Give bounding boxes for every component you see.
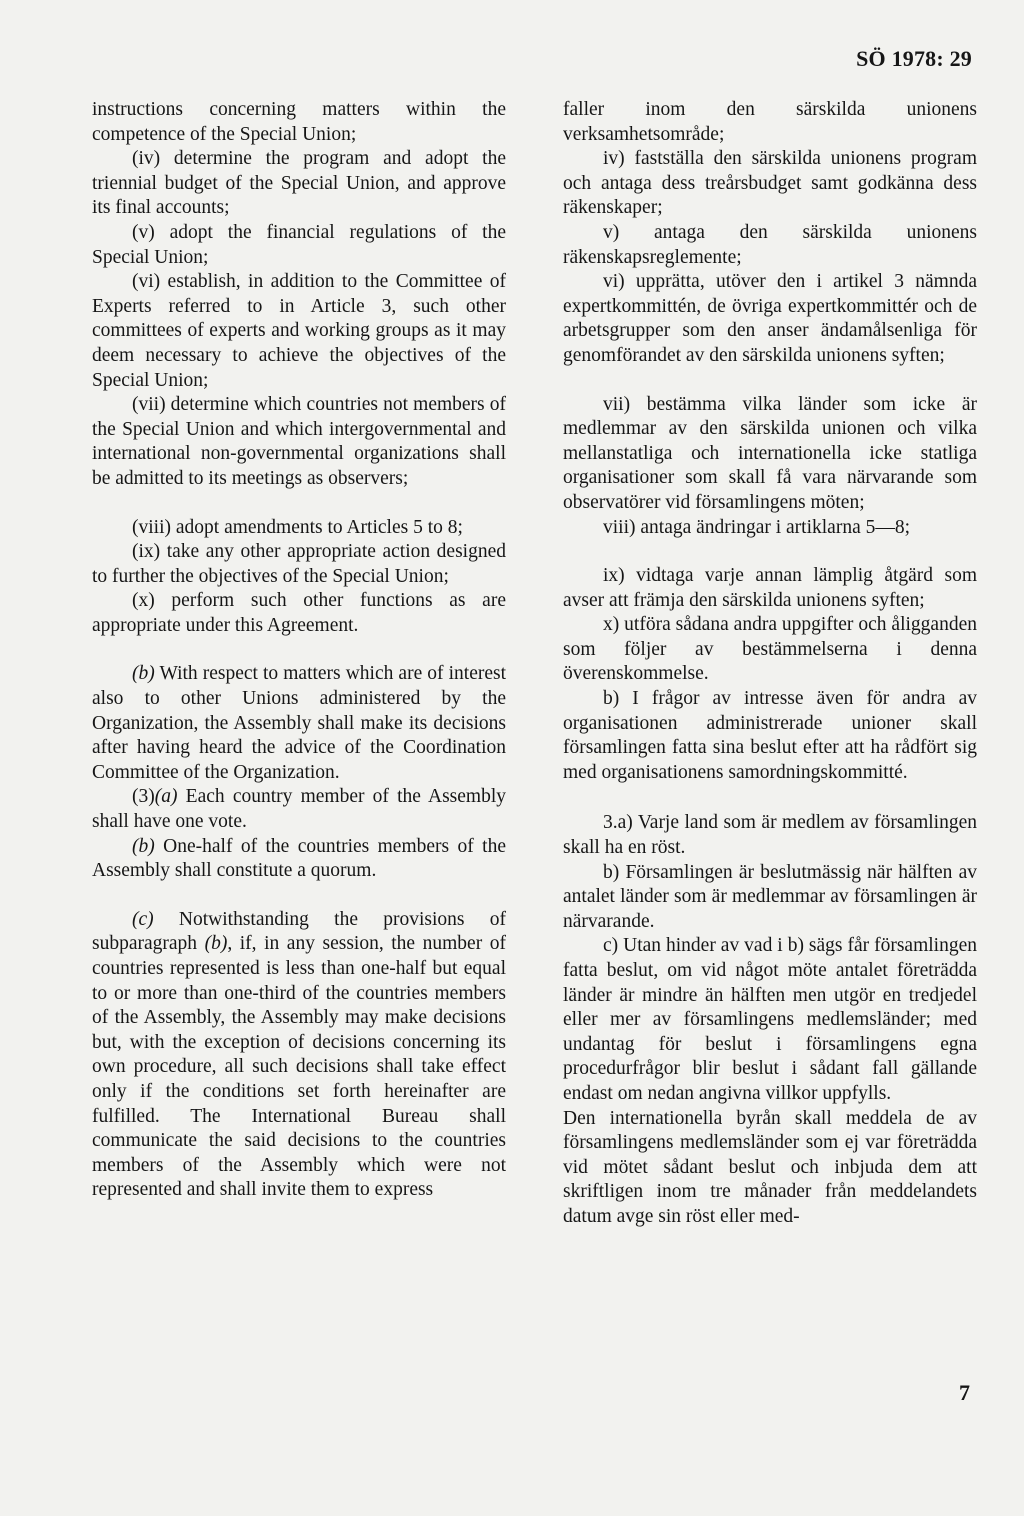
en-label-3b: (b) [132,835,155,857]
en-label-3c-b: (b) [204,933,228,955]
sv-paragraph-viii: viii) antaga ändringar i artiklarna 5—8; [603,516,911,538]
en-paragraph-x: (x) perform such other functions as are appropriate under this Agreement. [92,590,506,636]
sv-paragraph-v: v) antaga den särskilda unionens räkenskapsreglemente; [563,221,977,268]
sv-paragraph-3a: 3.a) Varje land som är medlem av församlingen skall ha en röst. [563,812,977,859]
sv-paragraph-3b: b) Församlingen är beslutmässig när hälften av antalet länder som är medlemmar av församlingen är närvarande. [563,861,977,932]
en-paragraph-ix: (ix) take any other appropriate action designed to further the objectives of the Special Union; [92,541,506,587]
sv-paragraph-vi: vi) upprätta, utöver den i artikel 3 nämnda expertkommittén, de övriga expertkommittér och de arbetsgrupper som den anser ändamålsenliga för genomförandet av den särskilda unionens syften; [563,271,977,366]
document-reference: SÖ 1978: 29 [856,46,972,71]
en-paragraph-1: instructions concerning matters within the competence of the Special Union; [92,99,506,145]
sv-paragraph-vii: vii) bestämma vilka länder som icke är medlemmar av den särskilda unionen och vilka mellanstatliga och internationella icke statliga organisationer som skall få vara närvarande som observatörer vid församlingens möten; [563,393,977,513]
en-label-3c: (c) [132,908,154,930]
en-paragraph-3a [92,785,506,834]
sv-paragraph-ix: ix) vidtaga varje annan lämplig åtgärd som avser att främja den särskilda unionens syften; [563,565,977,611]
en-paragraph-v: (v) adopt the financial regulations of the Special Union; [92,221,506,268]
en-text-3c-a: Notwithstanding the provisions of subparagraph [92,908,506,955]
english-column [92,98,506,1203]
en-label-3: (3) [132,786,155,808]
en-text-3b: One-half of the countries members of the Assembly shall constitute a quorum. [92,835,506,882]
sv-paragraph-1: faller inom den särskilda unionens verksamhetsområde; [563,99,977,145]
swedish-column [563,98,977,1230]
en-paragraph-vi: (vi) establish, in addition to the Committee of Experts referred to in Article 3, such other committees of experts and working groups as it may deem necessary to achieve the objectives of the Special Union; [92,271,506,391]
en-text-3c-b: , if, in any session, the number of countries represented is less than one-half but equal to or more than one-third of the countries members of the Assembly, the Assembly may make decisions but, with the exception of decisions concerning its own procedure, all such decisions shall take effect only if the conditions set forth hereinafter are fulfilled. The International Bureau shall communicate the said decisions to the countries members of the Assembly which were not represented and shall invite them to express [92,933,506,1201]
en-paragraph-3c [92,908,506,1203]
page-number: 7 [959,1380,970,1405]
en-paragraph-b [92,662,506,785]
en-paragraph-3b [92,835,506,884]
en-paragraph-vii: (vii) determine which countries not members of the Special Union and which intergovernmental and international non-governmental organizations shall be admitted to its meetings as observers; [92,394,506,489]
en-paragraph-viii: (viii) adopt amendments to Articles 5 to 8; [132,516,463,538]
sv-paragraph-3c: c) Utan hinder av vad i b) sägs får församlingen fatta beslut, om vid något möte antalet företrädda länder är mindre än hälften men utgör en tredjedel eller mer av församlingens medlemsländer; med undantag för beslut i församlingens egna procedurfrågor blir beslut i sådant fall gällande endast om nedan angivna villkor uppfylls. [563,935,977,1104]
sv-paragraph-x: x) utföra sådana andra uppgifter och åligganden som följer av bestämmelserna i denna överenskommelse. [563,614,977,685]
sv-paragraph-bureau: Den internationella byrån skall meddela de av församlingens medlemsländer som ej var företrädda vid mötet sådant beslut och inbjuda dem att skriftligen inom tre månader från meddelandets datum avge sin röst eller med- [563,1107,977,1227]
en-text-3a: Each country member of the Assembly shall have one vote. [92,786,506,833]
en-label-b: (b) [132,663,155,685]
en-paragraph-iv: (iv) determine the program and adopt the triennial budget of the Special Union, and approve its final accounts; [92,148,506,219]
sv-paragraph-iv: iv) fastställa den särskilda unionens program och antaga dess treårsbudget samt godkänna dess räkenskaper; [563,148,977,219]
en-text-b: With respect to matters which are of interest also to other Unions administered by the Organization, the Assembly shall make its decisions after having heard the advice of the Coordination Committee of the Organization. [92,663,506,783]
en-label-3a: (a) [154,786,178,808]
sv-paragraph-b: b) I frågor av intresse även för andra av organisationen administrerade unioner skall församlingen fatta sina beslut efter att ha rådfört sig med organisationens samordningskommitté. [563,688,977,783]
